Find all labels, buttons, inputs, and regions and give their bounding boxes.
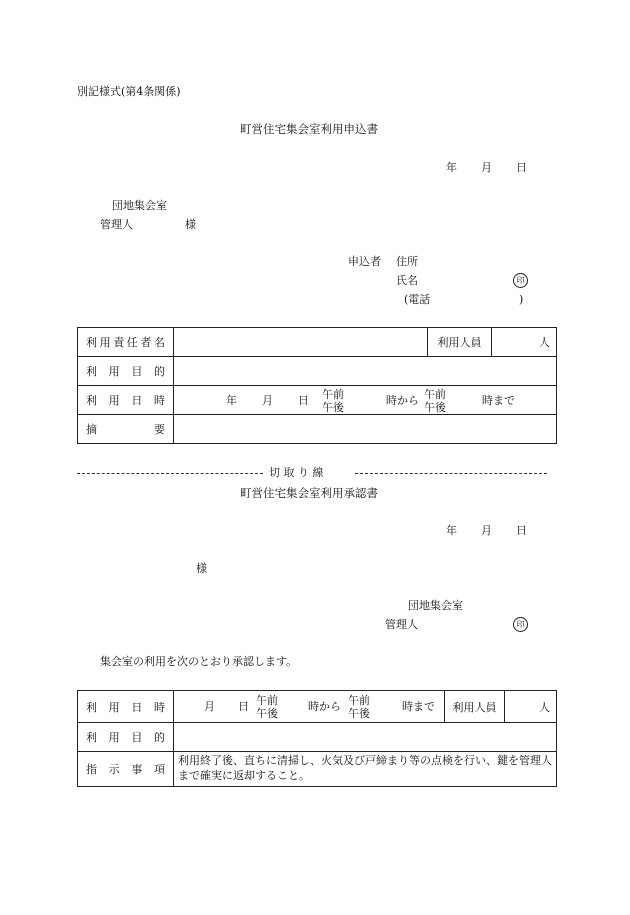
- from-hour: 時から: [308, 700, 341, 713]
- table-row: [78, 328, 557, 357]
- table-row: [78, 752, 557, 787]
- users-unit: 人: [539, 700, 550, 714]
- approval-date-day: 日: [516, 524, 527, 537]
- phone-close-paren: ): [519, 293, 524, 306]
- table-row: [78, 691, 557, 723]
- approval-addressee-honorific: 様: [196, 562, 207, 575]
- dt-day: 日: [238, 700, 249, 713]
- approval-datetime-label: 利用日時: [78, 691, 174, 723]
- dt-year: 年: [226, 394, 237, 407]
- approval-statement: 集会室の利用を次のとおり承認します。: [100, 655, 298, 668]
- pm-text: 午後: [256, 707, 278, 721]
- cut-line: [77, 467, 547, 479]
- pm-text: 午後: [322, 401, 344, 415]
- from-hour: 時から: [386, 394, 419, 407]
- dt-month: 月: [262, 394, 273, 407]
- am-text: 午前: [322, 388, 344, 401]
- issuer-room: 団地集会室: [408, 599, 463, 612]
- am-text: 午前: [256, 694, 278, 707]
- seal-icon: 印: [513, 617, 528, 632]
- addressee-manager: 管理人: [100, 218, 133, 231]
- instructions-text: 利用終了後、直ちに清掃し、火気及び戸締まり等の点検を行い、鍵を管理人まで確実に返却すること。: [174, 752, 557, 787]
- purpose-label: 利用目的: [78, 357, 174, 386]
- to-hour: 時まで: [402, 700, 435, 713]
- addressee-room: 団地集会室: [112, 199, 167, 212]
- approval-users-label: 利用人員: [445, 691, 505, 723]
- purpose-field[interactable]: [174, 357, 557, 386]
- approval-date-year: 年: [446, 524, 457, 537]
- approval-datetime-field[interactable]: [174, 691, 445, 723]
- applicant-label: 申込者: [348, 255, 381, 268]
- responsible-person-field[interactable]: [174, 328, 428, 357]
- addressee-honorific: 様: [185, 218, 196, 231]
- cut-dash-left: [77, 473, 263, 474]
- cut-dash-right: [355, 473, 547, 474]
- table-row: [78, 386, 557, 415]
- datetime-label: 利用日時: [78, 386, 174, 415]
- dt-month: 月: [204, 700, 215, 713]
- am-text: 午前: [424, 388, 446, 401]
- to-hour: 時まで: [482, 394, 515, 407]
- users-unit: 人: [539, 336, 550, 349]
- approval-title: 町営住宅集会室利用承認書: [240, 486, 378, 500]
- dt-day: 日: [298, 394, 309, 407]
- pm-text: 午後: [348, 707, 370, 721]
- users-count-field[interactable]: [492, 328, 557, 357]
- phone-label: (電話: [404, 293, 431, 306]
- end-ampm: [424, 388, 446, 414]
- table-row: [78, 723, 557, 752]
- approval-table: [77, 690, 557, 787]
- application-date-year: 年: [446, 161, 457, 174]
- application-title: 町営住宅集会室利用申込書: [240, 122, 378, 136]
- application-date-day: 日: [516, 161, 527, 174]
- instructions-label: 指示事項: [78, 752, 174, 787]
- table-row: [78, 357, 557, 386]
- approval-purpose-field[interactable]: [174, 723, 557, 752]
- approval-users-field[interactable]: [505, 691, 557, 723]
- address-label: 住所: [396, 255, 418, 268]
- end-ampm: [348, 694, 370, 720]
- approval-purpose-label: 利用目的: [78, 723, 174, 752]
- start-ampm: [322, 388, 344, 414]
- application-table: [77, 327, 557, 444]
- summary-field[interactable]: [174, 415, 557, 444]
- responsible-person-label: 利用責任者名: [78, 328, 174, 357]
- approval-date-month: 月: [481, 524, 492, 537]
- form-reference-note: 別記様式(第4条関係): [77, 85, 181, 98]
- summary-label: 摘要: [78, 415, 174, 444]
- table-row: [78, 415, 557, 444]
- application-date-month: 月: [481, 161, 492, 174]
- start-ampm: [256, 694, 278, 720]
- name-label: 氏名: [396, 274, 418, 287]
- am-text: 午前: [348, 694, 370, 707]
- datetime-field[interactable]: [174, 386, 557, 415]
- seal-icon: 印: [513, 273, 528, 288]
- cut-line-label: 切 取 り 線: [269, 466, 324, 479]
- users-count-label: 利用人員: [428, 328, 492, 357]
- pm-text: 午後: [424, 401, 446, 415]
- issuer-manager: 管理人: [385, 618, 418, 631]
